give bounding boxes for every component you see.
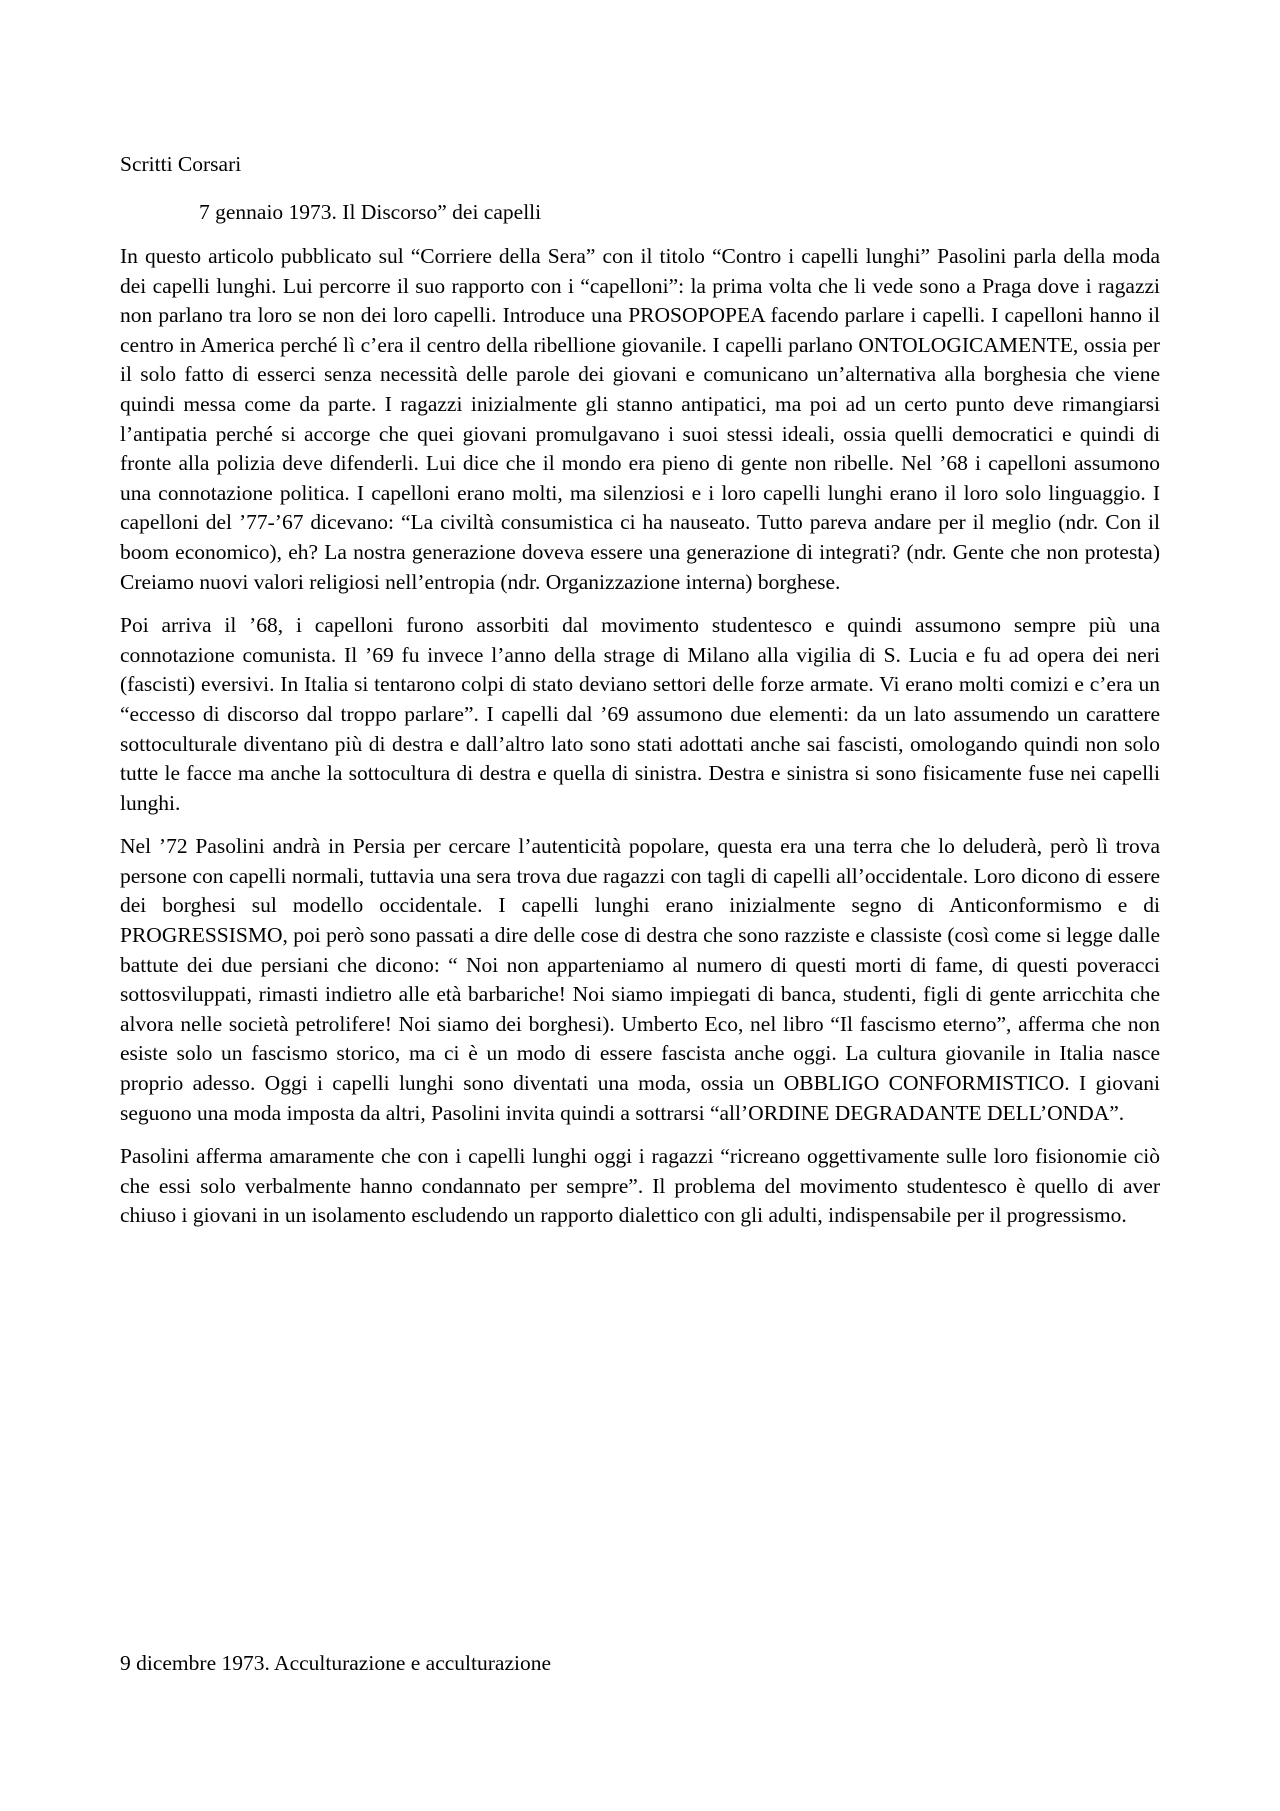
paragraph-2: Poi arriva il ’68, i capelloni furono assorbiti dal movimento studentesco e quindi assumono sempre più una connotazione comunista. Il ’69 fu invece l’anno della strage di Milano alla vigilia di S. Lucia e fu ad opera dei neri (fascisti) eversivi. In Italia si tentarono colpi di stato deviano settori delle forze armate. Vi erano molti comizi e c’era un “eccesso di discorso dal troppo parlare”. I capelli dal ’69 assumono due elementi: da un lato assumendo un carattere sottoculturale diventano più di destra e dall’altro lato sono stati adottati anche sai fascisti, omologando quindi non solo tutte le facce ma anche la sottocultura di destra e quella di sinistra. Destra e sinistra si sono fisicamente fuse nei capelli lunghi.	[120, 613, 1160, 815]
paragraph-3: Nel ’72 Pasolini andrà in Persia per cercare l’autenticità popolare, questa era una terra che lo deluderà, però lì trova persone con capelli normali, tuttavia una sera trova due ragazzi con tagli di capelli all’occidentale. Loro dicono di essere dei borghesi sul modello occidentale. I capelli lunghi erano inizialmente segno di Anticonformismo e di PROGRESSISMO, poi però sono passati a dire delle cose di destra che sono razziste e classiste (così come si legge dalle battute dei due persiani che dicono: “ Noi non apparteniamo al numero di questi morti di fame, di questi poveracci sottosviluppati, rimasti indietro alle età barbariche! Noi siamo impiegati di banca, studenti, figli di gente arricchita che alvora nelle società petrolifere! Noi siamo dei borghesi). Umberto Eco, nel libro “Il fascismo eterno”, afferma che non esiste solo un fascismo storico, ma ci è un modo di essere fascista anche oggi. La cultura giovanile in Italia nasce proprio adesso. Oggi i capelli lunghi sono diventati una moda, ossia un OBBLIGO CONFORMISTICO. I giovani seguono una moda imposta da altri, Pasolini invita quindi a sottrarsi “all’ORDINE DEGRADANTE DELL’ONDA”.	[120, 834, 1160, 1125]
document-heading: Scritti Corsari	[120, 152, 242, 176]
next-article-title: 9 dicembre 1973. Acculturazione e acculturazione	[120, 1651, 551, 1675]
article-title: 7 gennaio 1973. Il Discorso” dei capelli	[199, 200, 542, 224]
paragraph-1: In questo articolo pubblicato sul “Corriere della Sera” con il titolo “Contro i capelli lunghi” Pasolini parla della moda dei capelli lunghi. Lui percorre il suo rapporto con i “capelloni”: la prima volta che li vede sono a Praga dove i ragazzi non parlano tra loro se non dei loro capelli. Introduce una PROSOPOPEA facendo parlare i capelli. I capelloni hanno il centro in America perché lì c’era il centro della ribellione giovanile. I capelli parlano ONTOLOGICAMENTE, ossia per il solo fatto di esserci senza necessità delle parole dei giovani e comunicano un’alternativa alla borghesia che viene quindi messa come da parte. I ragazzi inizialmente gli stanno antipatici, ma poi ad un certo punto deve rimangiarsi l’antipatia perché si accorge che quei giovani promulgavano i suoi stessi ideali, ossia quelli democratici e quindi di fronte alla polizia deve difenderli. Lui dice che il mondo era pieno di gente non ribelle. Nel ’68 i capelloni assumono una connotazione politica. I capelloni erano molti, ma silenziosi e i loro capelli lunghi erano il loro solo linguaggio. I capelloni del ’77-’67 dicevano: “La civiltà consumistica ci ha nauseato. Tutto pareva andare per il meglio (ndr. Con il boom economico), eh? La nostra generazione doveva essere una generazione di integrati? (ndr. Gente che non protesta) Creiamo nuovi valori religiosi nell’entropia (ndr. Organizzazione interna) borghese.	[120, 244, 1160, 594]
article-body	[120, 242, 1160, 1245]
paragraph-4: Pasolini afferma amaramente che con i capelli lunghi oggi i ragazzi “ricreano oggettivamente sulle loro fisionomie ciò che essi solo verbalmente hanno condannato per sempre”. Il problema del movimento studentesco è quello di aver chiuso i giovani in un isolamento escludendo un rapporto dialettico con gli adulti, indispensabile per il progressismo.	[120, 1144, 1160, 1228]
